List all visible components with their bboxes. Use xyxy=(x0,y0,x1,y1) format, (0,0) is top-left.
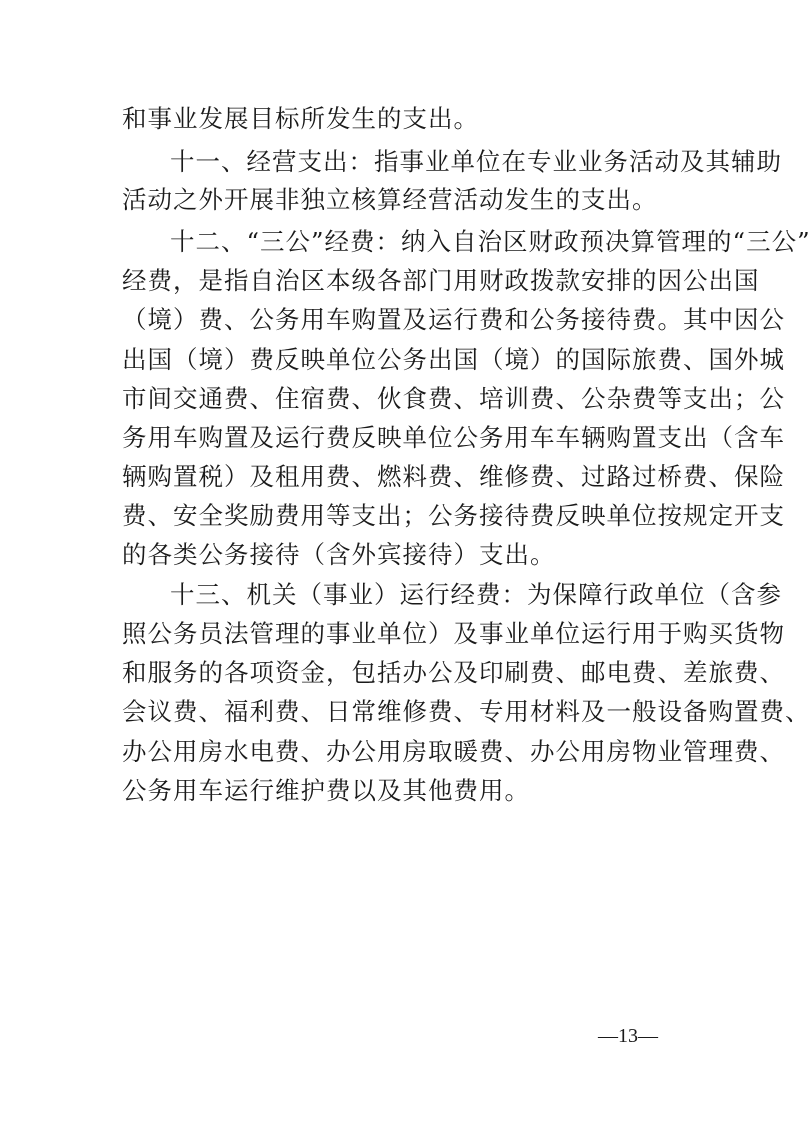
paragraph-line: （境）费、公务用车购置及运行费和公务接待费。其中因公 xyxy=(122,305,785,334)
page-number: —13— xyxy=(598,1025,658,1047)
paragraph-line: 会议费、福利费、日常维修费、专用材料及一般设备购置费、 xyxy=(122,697,811,726)
paragraph-line: 和事业发展目标所发生的支出。 xyxy=(122,104,479,133)
paragraph-line: 和服务的各项资金，包括办公及印刷费、邮电费、差旅费、 xyxy=(122,658,785,687)
paragraph-line: 十二、“三公”经费：纳入自治区财政预决算管理的“三公” xyxy=(170,227,811,256)
paragraph-line: 办公用房水电费、办公用房取暖费、办公用房物业管理费、 xyxy=(122,737,785,766)
paragraph-line: 十三、机关（事业）运行经费：为保障行政单位（含参 xyxy=(170,580,782,609)
paragraph-line: 的各类公务接待（含外宾接待）支出。 xyxy=(122,540,556,569)
paragraph-line: 照公务员法管理的事业单位）及事业单位运行用于购买货物 xyxy=(122,619,785,648)
paragraph-line: 费、安全奖励费用等支出；公务接待费反映单位按规定开支 xyxy=(122,501,785,530)
paragraph-line: 务用车购置及运行费反映单位公务用车车辆购置支出（含车 xyxy=(122,423,785,452)
paragraph-line: 市间交通费、住宿费、伙食费、培训费、公杂费等支出；公 xyxy=(122,384,785,413)
paragraph-line: 公务用车运行维护费以及其他费用。 xyxy=(122,776,530,805)
paragraph-line: 经费，是指自治区本级各部门用财政拨款安排的因公出国 xyxy=(122,266,760,295)
paragraph-line: 活动之外开展非独立核算经营活动发生的支出。 xyxy=(122,185,658,214)
paragraph-line: 十一、经营支出：指事业单位在专业业务活动及其辅助 xyxy=(170,147,782,176)
paragraph-line: 出国（境）费反映单位公务出国（境）的国际旅费、国外城 xyxy=(122,345,785,374)
paragraph-line: 辆购置税）及租用费、燃料费、维修费、过路过桥费、保险 xyxy=(122,462,785,491)
